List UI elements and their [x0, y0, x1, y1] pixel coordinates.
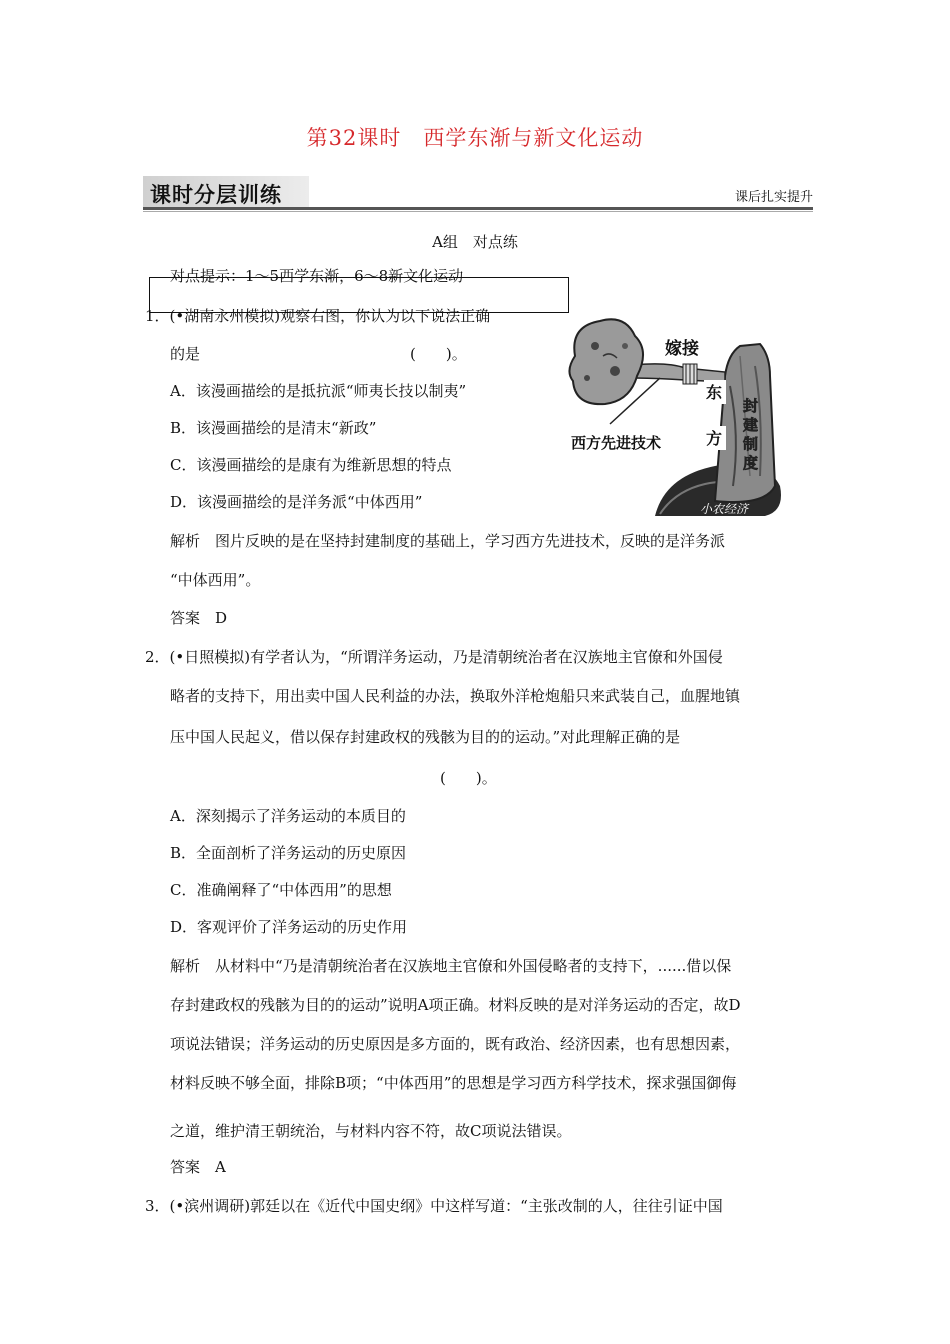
label-feudal-1: 封 [743, 397, 759, 415]
label-east-2: 方 [706, 429, 723, 448]
grafting-cartoon-illustration [565, 316, 810, 521]
banner-left-tab [143, 176, 309, 209]
label-small-peasant-economy: 小农经济 [700, 502, 749, 516]
q1-answer: 答案 D [170, 609, 228, 627]
q2-answer: 答案 A [170, 1158, 226, 1176]
q3-stem-line1: 3．(•滨州调研)郭廷以在《近代中国史纲》中这样写道：“主张改制的人，往往引证中国 [145, 1197, 723, 1215]
q1-option-a: A．该漫画描绘的是抵抗派“师夷长技以制夷” [170, 382, 467, 400]
banner-right-label: 课后扎实提升 [734, 190, 813, 205]
q1-stem-line2: 的是 ( )。 [170, 345, 467, 363]
label-feudal-4: 度 [743, 454, 759, 472]
q1-option-c: C．该漫画描绘的是康有为维新思想的特点 [170, 456, 452, 474]
page-title: 第32课时 西学东渐与新文化运动 [306, 126, 644, 150]
banner-left-label: 课时分层训练 [150, 183, 282, 207]
q2-stem-line2: 略者的支持下，用出卖中国人民利益的办法，换取外洋枪炮船只来武装自己，血腥地镇 [170, 687, 741, 705]
q1-option-d: D．该漫画描绘的是洋务派“中体西用” [170, 493, 423, 511]
label-feudal-2: 建 [743, 416, 759, 434]
banner-rule-thin [143, 211, 813, 212]
label-feudal-3: 制 [743, 435, 759, 453]
q2-stem-line4: ( )。 [440, 769, 497, 787]
q2-option-b: B．全面剖析了洋务运动的历史原因 [170, 844, 407, 862]
q2-option-c: C．准确阐释了“中体西用”的思想 [170, 881, 392, 899]
label-graft: 嫁接 [665, 339, 699, 359]
q2-analysis-line3: 项说法错误；洋务运动的历史原因是多方面的，既有政治、经济因素，也有思想因素， [170, 1035, 741, 1053]
q2-option-d: D．客观评价了洋务运动的历史作用 [170, 918, 408, 936]
q1-stem-line1: 1．(•湖南永州模拟)观察右图，你认为以下说法正确 [145, 307, 491, 325]
q1-option-b: B．该漫画描绘的是清末“新政” [170, 419, 377, 437]
section-banner [143, 176, 813, 212]
q2-analysis-line4: 材料反映不够全面，排除B项；“中体西用”的思想是学习西方科学技术，探求强国御侮 [170, 1074, 737, 1092]
q1-analysis-line2: “中体西用”。 [170, 571, 261, 589]
banner-rule [143, 207, 813, 210]
q2-analysis-line2: 存封建政权的残骸为目的的运动”说明A项正确。材料反映的是对洋务运动的否定，故D [170, 996, 741, 1014]
q2-stem-line1: 2．(•日照模拟)有学者认为，“所谓洋务运动，乃是清朝统治者在汉族地主官僚和外国侵 [145, 648, 723, 666]
q2-analysis-line1: 解析 从材料中“乃是清朝统治者在汉族地主官僚和外国侵略者的支持下，......借以保 [170, 957, 732, 975]
q2-option-a: A．深刻揭示了洋务运动的本质目的 [170, 807, 406, 825]
q1-analysis-line1: 解析 图片反映的是在坚持封建制度的基础上，学习西方先进技术，反映的是洋务派 [170, 532, 726, 550]
group-heading: A组 对点练 [432, 233, 518, 251]
label-east-1: 东 [706, 383, 723, 402]
label-western-tech: 西方先进技术 [571, 434, 662, 452]
hint-text: 对点提示：1～5西学东渐，6～8新文化运动 [170, 267, 464, 285]
q2-analysis-line5: 之道，维护清王朝统治，与材料内容不符，故C项说法错误。 [170, 1122, 572, 1140]
q2-stem-line3: 压中国人民起义，借以保存封建政权的残骸为目的的运动。”对此理解正确的是 [170, 728, 681, 746]
